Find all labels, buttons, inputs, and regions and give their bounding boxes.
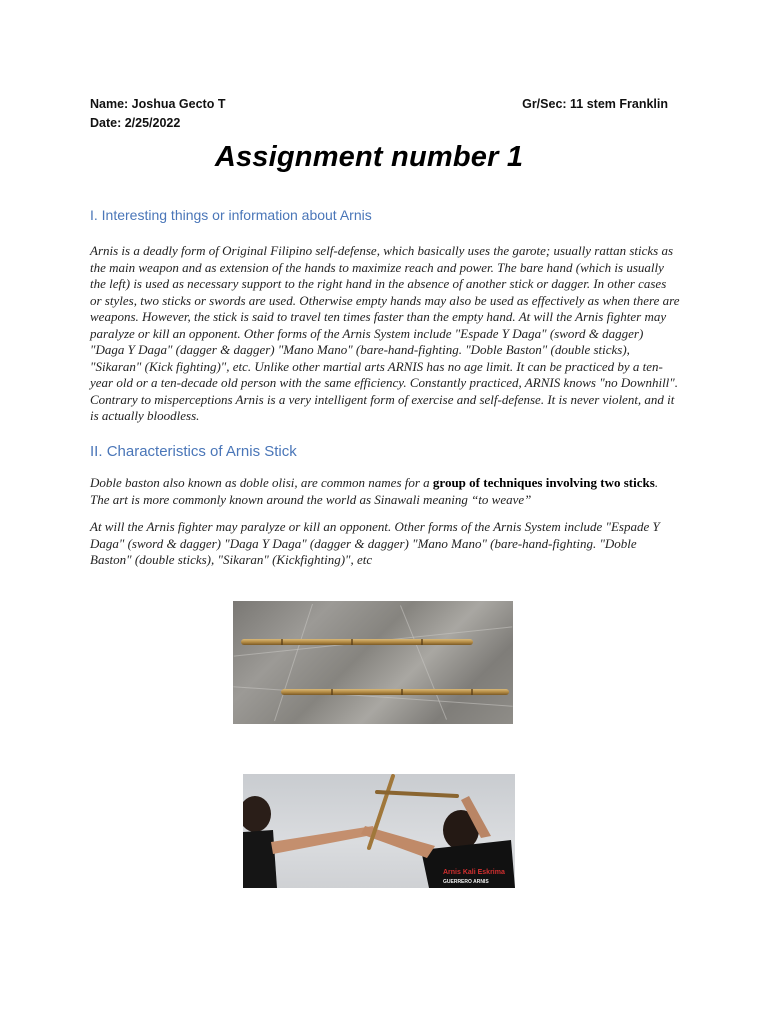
tile-seam [274,604,313,721]
paragraph-1-bold: group of techniques involving two sticks [432,475,655,490]
left-person-head [243,796,271,832]
paragraph-1-end: . The art is more commonly known around the world as Sinawali meaning “to weave” [90,475,659,507]
section-2-heading [90,443,297,460]
submission-date: Date: 2/25/2022 [90,116,181,130]
arnis-sticks-photo [233,601,513,724]
section-2-title: Characteristics of Arnis Stick [106,443,297,460]
tile-seam [400,605,447,719]
arnis-practice-photo [243,774,515,888]
section-1-paragraph: Arnis is a deadly form of Original Filipino self-defense, which basically uses the garote; usually rattan sticks as the main weapon and as extension of the hands to maximize reach and power. The bare hand (which is usually the left) is used as necessary support to the right hand in the absence of another stick or dagger. In other cases or styles, two sticks or swords are used. Otherwise empty hands may also be used as effectively as when there are weapons. However, the stick is said to travel ten times faster than the empty hand. At will the Arnis fighter may paralyze or kill an opponent. Other forms of the Arnis System include "Espade Y Daga" (sword & dagger) "Daga Y Daga" (dagger & dagger) "Mano Mano" (bare-hand-fighting. "Doble Baston" (double sticks), "Sikaran" (Kick fighting)", etc. Unlike other martial arts ARNIS has no age limit. It can be practiced by a ten-year old or a ten-decade old person with the same efficiency. Constantly practiced, ARNIS knows "no Downhill". Contrary to misperceptions Arnis is a very intelligent form of exercise and self-defense. It is never violent, and it is actually bloodless. [90,243,680,423]
section-1-title: Interesting things or information about Arnis [101,207,372,223]
left-person-shirt [243,830,277,888]
section-1-number: I. [90,207,98,223]
left-person-arm [271,826,377,854]
student-header [90,95,668,133]
section-1-heading [90,207,372,223]
section-2-number: II. [90,443,103,460]
document-title: Assignment number 1 [214,141,524,173]
section-2-paragraph-1 [90,475,680,508]
grade-section: Gr/Sec: 11 stem Franklin [522,97,668,111]
stick-node [281,639,283,645]
shirt-logo-subtext: GUERRERO ARNIS [443,879,489,885]
shirt-logo-text: Arnis Kali Eskrima [443,869,505,876]
rattan-stick [241,639,473,645]
stick-node [421,639,423,645]
crossed-stick [377,792,457,796]
paragraph-1-start: Doble baston also known as doble olisi, are common names for a [90,475,433,490]
student-name: Name: Joshua Gecto T [90,97,226,111]
stick-node [351,639,353,645]
stick-node [471,689,473,695]
stick-node [401,689,403,695]
practice-scene [243,774,515,888]
section-2-paragraph-2: At will the Arnis fighter may paralyze or kill an opponent. Other forms of the Arnis System include "Espade Y Daga" (sword & dagger) "Daga Y Daga" (dagger & dagger) "Mano Mano" (bare-hand-fighting. "Doble Baston" (double sticks), "Sikaran" (Kickfighting)", etc [90,519,660,567]
rattan-stick [281,689,509,695]
stick-node [331,689,333,695]
